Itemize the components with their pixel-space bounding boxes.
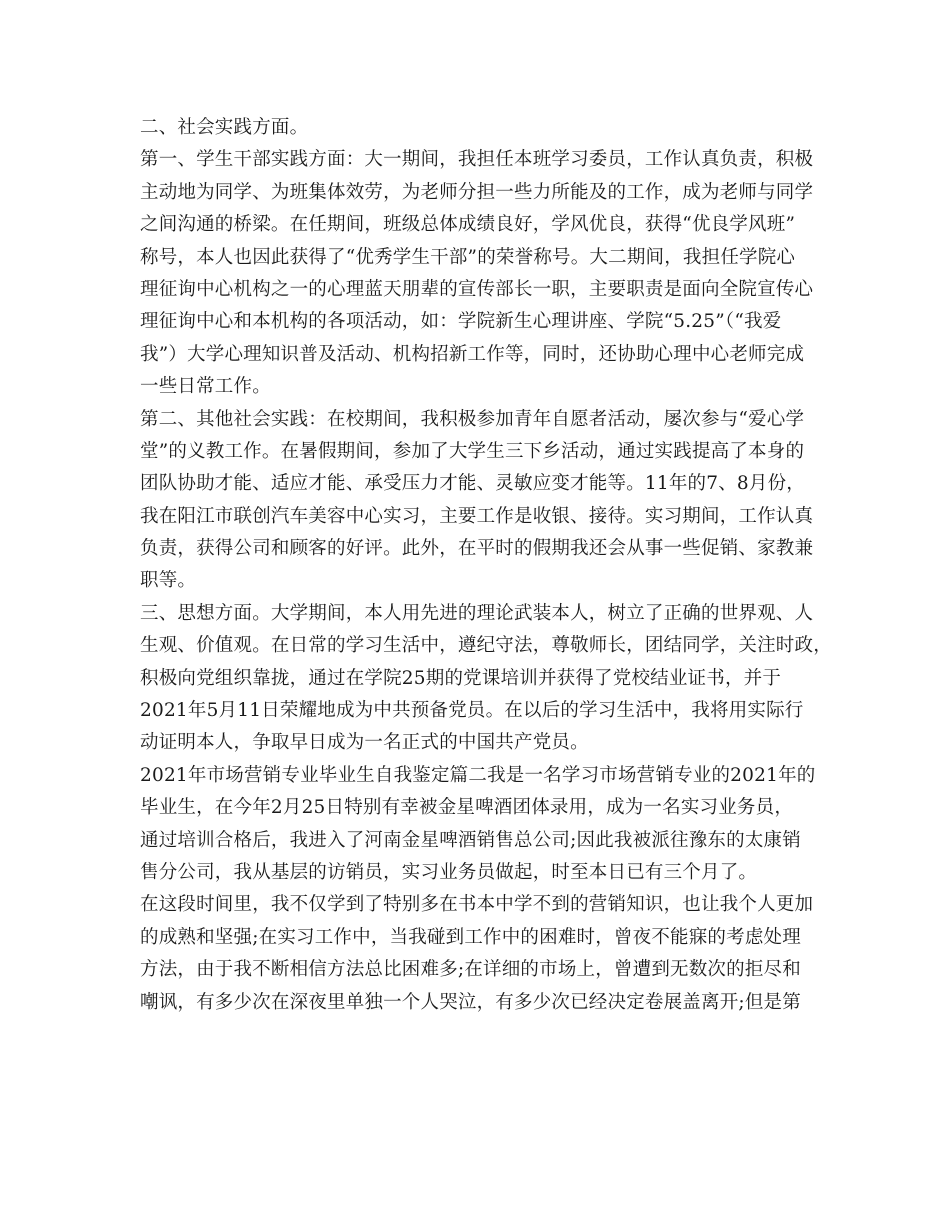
text-line: 方法，由于我不断相信方法总比困难多;在详细的市场上，曾遭到无数次的拒尽和 bbox=[140, 959, 801, 981]
text-line: 理征询中心和本机构的各项活动，如：学院新生心理讲座、学院“5.25”（“我爱 bbox=[140, 311, 782, 333]
text-line: 第二、其他社会实践：在校期间，我积极参加青年自愿者活动，屡次参与“爱心学 bbox=[140, 408, 805, 430]
text-line: 主动地为同学、为班集体效劳，为老师分担一些力所能及的工作，成为老师与同学 bbox=[140, 181, 814, 203]
document-body bbox=[140, 112, 830, 1019]
text-line: 第一、学生干部实践方面：大一期间，我担任本班学习委员，工作认真负责，积极 bbox=[140, 149, 814, 171]
text-line: 称号，本人也因此获得了“优秀学生干部”的荣誉称号。大二期间，我担任学院心 bbox=[140, 246, 796, 268]
text-line: 生观、价值观。在日常的学习生活中，遵纪守法，尊敬师长，团结同学，关注时政， bbox=[140, 635, 832, 657]
text-line: 通过培训合格后，我进入了河南金星啤酒销售总公司;因此我被派往豫东的太康销 bbox=[140, 829, 801, 851]
text-line: 毕业生，在今年2月25日特别有幸被金星啤酒团体录用，成为一名实习业务员， bbox=[140, 797, 794, 819]
text-line: 三、思想方面。大学期间，本人用先进的理论武装本人，树立了正确的世界观、人 bbox=[140, 602, 814, 624]
text-line: 理征询中心机构之一的心理蓝天朋辈的宣传部长一职，主要职责是面向全院宣传心 bbox=[140, 278, 814, 300]
text-line: 2021年市场营销专业毕业生自我鉴定篇二我是一名学习市场营销专业的2021年的 bbox=[140, 764, 816, 786]
text-line: 积极向党组织靠拢，通过在学院25期的党课培训并获得了党校结业证书，并于 bbox=[140, 667, 782, 689]
text-line: 团队协助才能、适应才能、承受压力才能、灵敏应变才能等。11年的7、8月份， bbox=[140, 473, 805, 495]
text-line: 堂”的义教工作。在暑假期间，参加了大学生三下乡活动，通过实践提高了本身的 bbox=[140, 440, 805, 462]
text-line: 之间沟通的桥梁。在任期间，班级总体成绩良好，学风优良，获得“优良学风班” bbox=[140, 214, 796, 236]
text-line: 嘲讽，有多少次在深夜里单独一个人哭泣，有多少次已经决定卷展盖离开;但是第 bbox=[140, 991, 801, 1013]
text-line: 我”）大学心理知识普及活动、机构招新工作等，同时，还协助心理中心老师完成 bbox=[140, 343, 805, 365]
text-line: 动证明本人，争取早日成为一名正式的中国共产党员。 bbox=[140, 732, 589, 754]
text-line: 职等。 bbox=[140, 570, 197, 592]
text-line: 在这段时间里，我不仅学到了特别多在书本中学不到的营销知识，也让我个人更加 bbox=[140, 894, 814, 916]
text-line: 我在阳江市联创汽车美容中心实习，主要工作是收银、接待。实习期间，工作认真 bbox=[140, 505, 814, 527]
text-line: 2021年5月11日荣耀地成为中共预备党员。在以后的学习生活中，我将用实际行 bbox=[140, 700, 804, 722]
text-line: 一些日常工作。 bbox=[140, 376, 271, 398]
text-line: 二、社会实践方面。 bbox=[140, 117, 309, 138]
text-line: 售分公司，我从基层的访销员，实习业务员做起，时至本日已有三个月了。 bbox=[140, 861, 758, 883]
text-line: 负责，获得公司和顾客的好评。此外，在平时的假期我还会从事一些促销、家教兼 bbox=[140, 538, 814, 560]
text-line: 的成熟和坚强;在实习工作中，当我碰到工作中的困难时，曾夜不能寐的考虑处理 bbox=[140, 926, 801, 948]
